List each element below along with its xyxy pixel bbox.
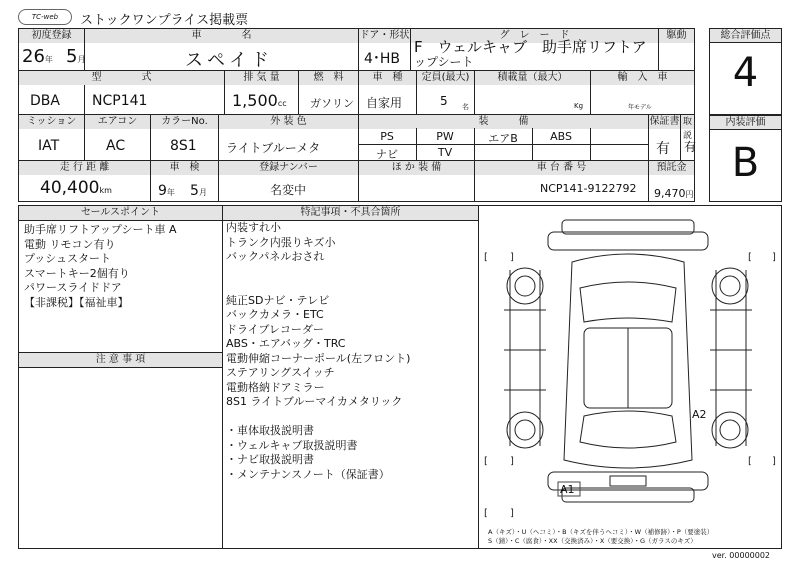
ext-color: ライトブルーメタ bbox=[226, 141, 321, 155]
list-item bbox=[226, 265, 410, 280]
list-item: バックパネルおされ bbox=[226, 250, 325, 263]
list-item: 電動 リモコン有り bbox=[24, 237, 116, 251]
type-code: NCP141 bbox=[92, 93, 148, 109]
load-label: 積載量（最大） bbox=[475, 71, 590, 85]
equip-label: 装 備 bbox=[359, 115, 648, 129]
equip-ps: PS bbox=[380, 130, 394, 143]
grade: F ウェルキャブ 助手席リフトア ップシート bbox=[414, 38, 647, 69]
plate-number: 名変中 bbox=[270, 183, 307, 197]
list-item: 電動伸縮コーナーポール(左フロント) bbox=[226, 351, 411, 365]
equip-tv: TV bbox=[437, 146, 453, 159]
sales-points-label: セールスポイント bbox=[19, 206, 222, 220]
equip-pw: PW bbox=[436, 130, 454, 143]
mileage: 40,400km bbox=[40, 178, 112, 198]
import-label: 輸 入 車 bbox=[591, 71, 694, 85]
car-name: スペイド bbox=[185, 50, 273, 71]
svg-text:[: [ bbox=[484, 252, 488, 263]
notes-label: 注 意 事 項 bbox=[19, 353, 222, 367]
inspection-date: 9年 5月 bbox=[158, 183, 207, 199]
deposit-label: 預託金 bbox=[649, 161, 694, 175]
color-no-label: カラーNo. bbox=[151, 115, 218, 129]
version-label: ver. 00000002 bbox=[712, 551, 771, 560]
remarks-label: 特記事項・不具合箇所 bbox=[223, 206, 478, 220]
sales-points-list bbox=[24, 223, 176, 310]
mark-a1: A1 bbox=[560, 483, 575, 496]
name-label: 車 名 bbox=[85, 29, 358, 43]
car-damage-diagram bbox=[480, 210, 780, 528]
ac-label: エアコン bbox=[85, 115, 150, 129]
svg-text:[: [ bbox=[484, 508, 488, 519]
disp-label: 排 気 量 bbox=[225, 71, 298, 85]
manual-label: 取説 bbox=[682, 117, 692, 141]
list-item: 【非課税】【福祉車】 bbox=[24, 295, 129, 309]
import-model: 年モデル bbox=[628, 104, 652, 111]
svg-text:]: ] bbox=[510, 508, 514, 519]
logo: TC-web bbox=[18, 9, 72, 25]
list-item: 電動格納ドアミラー bbox=[226, 380, 325, 394]
reg-date: 26年 5月 bbox=[22, 46, 86, 67]
warranty: 有 bbox=[656, 141, 670, 157]
interior-score-label: 内装評価 bbox=[710, 116, 781, 130]
cap-label: 定員(最大) bbox=[417, 71, 474, 85]
cat-label: 車 種 bbox=[359, 71, 416, 85]
list-item: パワースライドドア bbox=[24, 281, 122, 294]
mission: IAT bbox=[38, 138, 60, 154]
overall-score-label: 総合評価点 bbox=[710, 29, 781, 43]
reg-label: 初度登録 bbox=[19, 29, 84, 43]
load-unit: Kg bbox=[574, 102, 584, 110]
ext-color-label: 外 装 色 bbox=[219, 115, 358, 129]
list-item: 8S1 ライトブルーマイカメタリック bbox=[226, 395, 403, 408]
inspect-label: 車 検 bbox=[151, 161, 218, 175]
list-item: バックカメラ・ETC bbox=[226, 308, 324, 321]
list-item: ・ウェルキャブ取扱説明書 bbox=[226, 438, 358, 452]
list-item: 純正SDナビ・テレビ bbox=[226, 293, 330, 307]
equip-airbag: エアB bbox=[488, 132, 518, 145]
mark-a2: A2 bbox=[692, 408, 707, 421]
mileage-label: 走 行 距 離 bbox=[19, 161, 150, 175]
list-item bbox=[226, 410, 410, 425]
svg-text:]: ] bbox=[510, 456, 514, 467]
color-no: 8S1 bbox=[170, 138, 197, 154]
list-item: プッシュスタート bbox=[24, 252, 112, 265]
interior-score: B bbox=[731, 140, 760, 186]
fuel-label: 燃 料 bbox=[299, 71, 358, 85]
displacement: 1,500cc bbox=[232, 91, 287, 110]
capacity: 5 bbox=[440, 94, 448, 108]
warranty-label: 保証書 bbox=[649, 116, 680, 127]
list-item bbox=[226, 279, 410, 294]
svg-text:[: [ bbox=[748, 456, 752, 467]
list-item: ・ナビ取扱説明書 bbox=[226, 453, 314, 466]
remarks-list bbox=[226, 221, 410, 482]
deposit: 9,470円 bbox=[654, 187, 694, 200]
capacity-unit: 名 bbox=[462, 103, 469, 111]
overall-score: 4 bbox=[732, 50, 759, 96]
list-item: ドライブレコーダー bbox=[226, 322, 324, 336]
car-category: 自家用 bbox=[366, 96, 403, 110]
plate-label: 登録ナンバー bbox=[219, 161, 358, 175]
aircon: AC bbox=[106, 138, 126, 154]
svg-text:]: ] bbox=[772, 252, 776, 263]
mission-label: ミッション bbox=[19, 115, 84, 129]
type-prefix: DBA bbox=[30, 93, 60, 109]
list-item: ABS・エアバッグ・TRC bbox=[226, 337, 346, 350]
svg-text:[: [ bbox=[484, 456, 488, 467]
door-label: ドア・形状 bbox=[359, 30, 410, 41]
fuel: ガソリン bbox=[310, 97, 354, 110]
list-item: 助手席リフトアップシート車 A bbox=[24, 223, 177, 236]
equip-navi: ナビ bbox=[376, 148, 398, 161]
list-item: ・車体取扱説明書 bbox=[226, 424, 314, 437]
manual: 有 bbox=[684, 140, 697, 154]
list-item: スマートキー2個有り bbox=[24, 266, 130, 280]
chassis-label: 車 台 番 号 bbox=[475, 161, 648, 175]
equip-abs: ABS bbox=[550, 130, 572, 143]
list-item: ・メンテナンスノート（保証書） bbox=[226, 467, 390, 481]
grade-label: グ レ ー ド bbox=[411, 29, 658, 43]
svg-text:[: [ bbox=[748, 252, 752, 263]
list-item: トランク内張りキズ小 bbox=[226, 235, 336, 249]
door-shape: 4･HB bbox=[364, 51, 401, 67]
list-item: ステアリングスイッチ bbox=[226, 366, 335, 379]
drive-label: 駆動 bbox=[659, 29, 694, 43]
svg-text:]: ] bbox=[772, 456, 776, 467]
damage-legend: A（キズ）・U（ヘコミ）・B（キズを伴うヘコミ）・W（補修跡）・P（要塗装） S（錆）・C（腐食）・XX（交換済み）・X（要交換）・G（ガラスのキズ） bbox=[488, 528, 714, 545]
chassis-number: NCP141-9122792 bbox=[540, 182, 637, 195]
type-label: 型 式 bbox=[19, 71, 224, 85]
list-item: 内装すれ小 bbox=[226, 221, 281, 234]
page-title: ストックワンプライス掲載票 bbox=[80, 13, 249, 28]
svg-text:]: ] bbox=[510, 252, 514, 263]
other-label: ほ か 装 備 bbox=[359, 161, 474, 175]
